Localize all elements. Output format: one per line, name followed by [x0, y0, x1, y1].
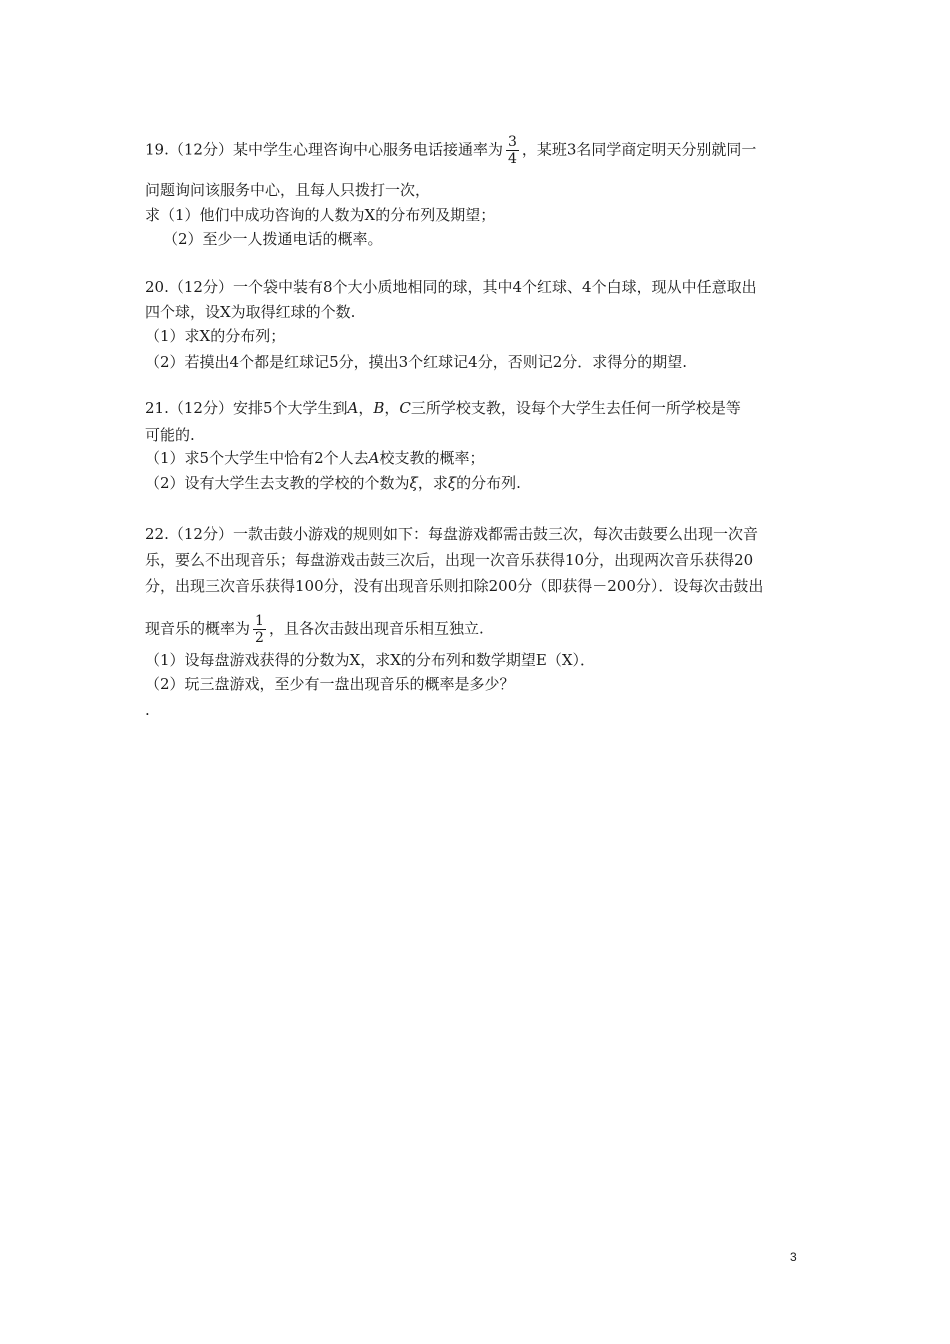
q19-prefix: 19.（12分）某中学生心理咨询中心服务电话接通率为 — [145, 140, 503, 159]
q19-part1: 求（1）他们中成功咨询的人数为X的分布列及期望； — [145, 206, 496, 224]
school-b-symbol: B — [373, 399, 385, 417]
separator: ， — [384, 399, 400, 417]
q22-line1: 22.（12分）一款击鼓小游戏的规则如下：每盘游戏都需击鼓三次，每次击鼓要么出现一次音 — [145, 525, 758, 543]
q21-line1 — [145, 398, 741, 418]
q22-fraction — [253, 613, 266, 646]
fraction-numerator: 3 — [507, 134, 517, 150]
q19-fraction — [506, 134, 519, 167]
q21-text-a: 21.（12分）安排5个大学生到 — [145, 399, 348, 417]
q20-part1: （1）求X的分布列； — [145, 327, 286, 345]
q21-part1-text-a: （1）求5个大学生中恰有2个人去 — [145, 449, 369, 467]
separator: ， — [358, 399, 374, 417]
school-a-symbol: A — [368, 449, 380, 467]
fraction-numerator: 1 — [255, 613, 264, 629]
q21-text-b: 三所学校支教，设每个大学生去任何一所学校是等 — [410, 399, 741, 417]
q22-line2: 乐，要么不出现音乐；每盘游戏击鼓三次后，出现一次音乐获得10分，出现两次音乐获得20 — [145, 551, 754, 569]
school-c-symbol: C — [399, 399, 411, 417]
fraction-denominator: 4 — [507, 151, 517, 167]
q19-suffix: ，某班3名同学商定明天分别就同一 — [521, 140, 757, 159]
q19-line2: 问题询问该服务中心，且每人只拨打一次， — [145, 181, 431, 199]
school-a-symbol: A — [347, 399, 359, 417]
q22-part2: （2）玩三盘游戏，至少有一盘出现音乐的概率是多少？ — [145, 675, 515, 693]
q21-part1 — [145, 448, 485, 468]
q20-part2: （2）若摸出4个都是红球记5分，摸出3个红球记4分，否则记2分．求得分的期望. — [145, 353, 688, 371]
q19-line1 — [145, 134, 756, 167]
q20-line2: 四个球，设X为取得红球的个数. — [145, 303, 356, 321]
q22-part1: （1）设每盘游戏获得的分数为X，求X的分布列和数学期望E（X）． — [145, 651, 596, 669]
q19-part2: （2）至少一人拨通电话的概率。 — [163, 230, 383, 248]
xi-symbol: ξ — [409, 474, 418, 492]
q21-part2-text-b: ，求 — [417, 474, 448, 492]
xi-symbol: ξ — [447, 474, 457, 492]
q21-part2 — [145, 473, 521, 493]
page-number: 3 — [790, 1250, 797, 1264]
q22-trailing-dot: . — [145, 701, 150, 719]
q20-line1: 20.（12分）一个袋中装有8个大小质地相同的球，其中4个红球、4个白球，现从中任意取出 — [145, 278, 757, 296]
q22-line4-text-b: ，且各次击鼓出现音乐相互独立. — [268, 619, 484, 638]
q21-line2: 可能的. — [145, 426, 195, 444]
q22-line3: 分，出现三次音乐获得100分，没有出现音乐则扣除200分（即获得－200分）．设每次击鼓出 — [145, 577, 764, 595]
q22-line4 — [145, 613, 484, 646]
fraction-denominator: 2 — [255, 630, 264, 646]
q22-line4-text-a: 现音乐的概率为 — [145, 619, 251, 638]
q21-part2-text-c: 的分布列. — [456, 474, 521, 492]
q21-part2-text-a: （2）设有大学生去支教的学校的个数为 — [145, 474, 410, 492]
q21-part1-text-b: 校支教的概率； — [379, 449, 485, 467]
